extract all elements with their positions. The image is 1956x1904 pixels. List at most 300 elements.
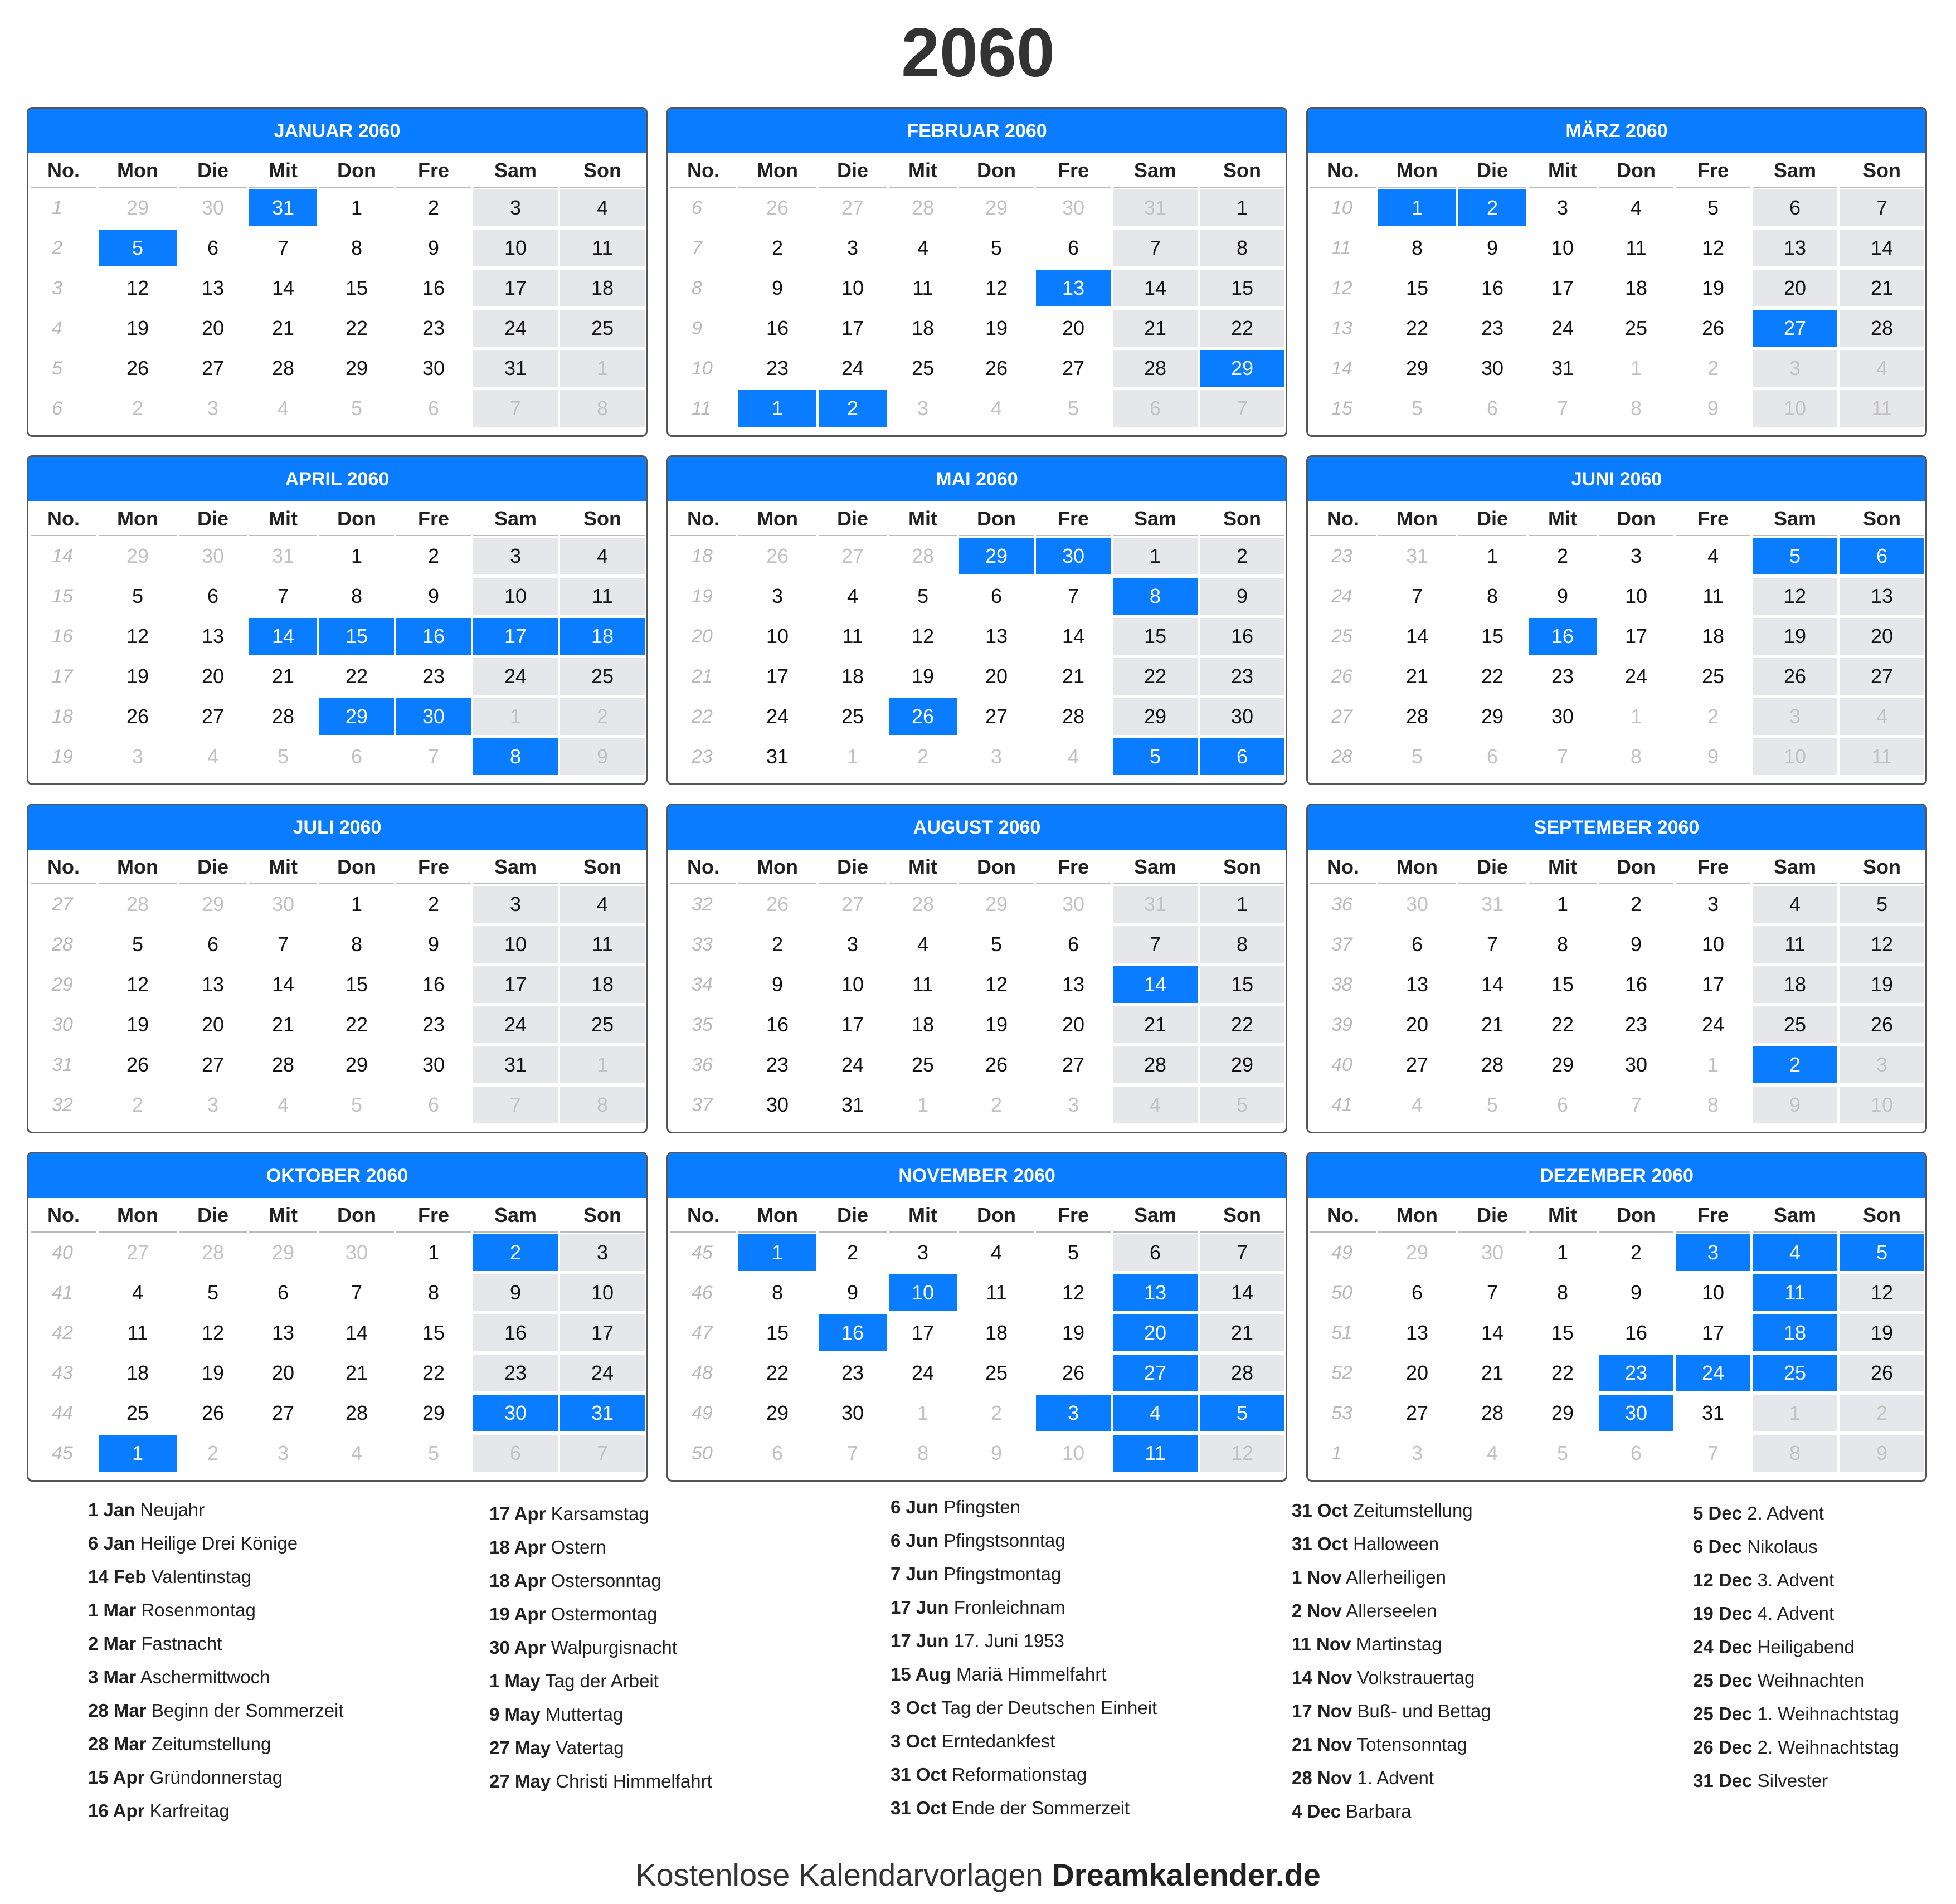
weekday-header: Don (319, 501, 394, 536)
day-cell: 7 (1840, 189, 1924, 226)
day-cell: 3 (889, 390, 957, 427)
weekday-header: Mon (1378, 501, 1456, 536)
day-cell: 5 (249, 738, 317, 775)
day-cell: 9 (819, 1274, 887, 1311)
day-cell: 22 (319, 658, 394, 695)
day-cell: 3 (1036, 1087, 1111, 1123)
day-cell: 4 (1676, 538, 1750, 574)
day-cell: 9 (1599, 1274, 1673, 1311)
holiday-day-cell: 16 (396, 618, 471, 655)
day-cell: 16 (738, 1006, 816, 1043)
day-cell: 6 (473, 1435, 558, 1472)
day-cell: 10 (1036, 1435, 1111, 1472)
day-cell: 8 (560, 1087, 645, 1123)
week-number: 32 (670, 886, 736, 923)
holiday-name: Heiligabend (1757, 1637, 1855, 1657)
holiday-entry (489, 1698, 846, 1731)
day-cell: 9 (1529, 578, 1597, 615)
day-cell: 16 (738, 310, 816, 347)
day-cell: 16 (473, 1314, 558, 1351)
month-title: JULI 2060 (28, 805, 646, 850)
day-cell: 28 (249, 698, 317, 735)
week-number: 5 (31, 350, 96, 387)
day-cell: 2 (738, 230, 816, 266)
day-cell: 8 (1599, 738, 1673, 775)
day-cell: 1 (560, 1046, 645, 1083)
holiday-day-cell: 4 (1113, 1395, 1198, 1431)
weekday-header: Son (1200, 850, 1284, 884)
week-number: 53 (1310, 1395, 1376, 1431)
day-cell: 30 (1529, 698, 1597, 735)
day-cell: 4 (1840, 350, 1924, 387)
day-cell: 30 (1036, 886, 1111, 923)
weekday-header: Die (179, 1198, 247, 1233)
day-cell: 12 (1840, 926, 1924, 963)
holiday-date: 15 Apr (88, 1767, 145, 1788)
holiday-date: 17 Jun (891, 1630, 949, 1651)
holiday-day-cell: 14 (1113, 966, 1198, 1003)
day-cell: 10 (1676, 1274, 1750, 1311)
day-cell: 23 (1458, 310, 1526, 347)
day-cell: 31 (1113, 886, 1198, 923)
day-cell: 10 (473, 926, 558, 963)
day-cell: 12 (99, 618, 177, 655)
day-cell: 23 (396, 310, 471, 347)
holiday-date: 16 Apr (88, 1800, 145, 1821)
holiday-entry (891, 1524, 1247, 1557)
day-cell: 27 (959, 698, 1034, 735)
day-cell: 9 (738, 966, 816, 1003)
week-number: 16 (31, 618, 96, 655)
holiday-entry (1292, 1761, 1648, 1795)
month-title: MÄRZ 2060 (1308, 109, 1925, 153)
day-cell: 21 (1458, 1006, 1526, 1043)
weekday-header: Die (819, 850, 887, 884)
weekday-header: Die (819, 153, 887, 188)
weekday-header: Fre (396, 153, 471, 188)
holiday-day-cell: 5 (1840, 1234, 1924, 1271)
week-number: 49 (1310, 1234, 1376, 1271)
holiday-entry (891, 1758, 1247, 1791)
day-cell: 29 (396, 1395, 471, 1431)
day-cell: 23 (738, 1046, 816, 1083)
day-cell: 21 (1113, 1006, 1198, 1043)
day-cell: 6 (1599, 1435, 1673, 1472)
holiday-entry (88, 1527, 445, 1560)
day-cell: 19 (1840, 1314, 1924, 1351)
day-cell: 19 (959, 1006, 1034, 1043)
day-cell: 9 (396, 926, 471, 963)
day-cell: 3 (1378, 1435, 1456, 1472)
holiday-date: 1 May (489, 1671, 541, 1691)
day-cell: 29 (99, 538, 177, 574)
day-cell: 27 (1378, 1395, 1456, 1431)
weekday-header: Son (1200, 1198, 1284, 1233)
month-panel (27, 1152, 648, 1482)
month-panel (666, 107, 1287, 437)
week-number: 50 (670, 1435, 736, 1472)
day-cell: 6 (249, 1274, 317, 1311)
day-cell: 5 (396, 1435, 471, 1472)
day-cell: 8 (1458, 578, 1526, 615)
month-panel (666, 804, 1287, 1133)
day-cell: 3 (249, 1435, 317, 1472)
day-cell: 26 (1676, 310, 1750, 347)
day-cell: 18 (99, 1355, 177, 1391)
day-cell: 2 (560, 698, 645, 735)
day-cell: 31 (1676, 1395, 1750, 1431)
day-cell: 11 (1676, 578, 1750, 615)
weekday-header: Mit (889, 153, 957, 188)
day-cell: 29 (319, 1046, 394, 1083)
week-number: 29 (31, 966, 96, 1003)
day-cell: 8 (1378, 230, 1456, 266)
day-cell: 28 (319, 1395, 394, 1431)
day-cell: 25 (560, 310, 645, 347)
holiday-date: 12 Dec (1693, 1570, 1753, 1590)
day-cell: 14 (249, 270, 317, 306)
weekday-header: Son (560, 501, 645, 536)
week-number: 25 (1310, 618, 1376, 655)
holiday-day-cell: 18 (560, 618, 645, 655)
day-cell: 22 (1378, 310, 1456, 347)
holiday-entry (891, 1591, 1247, 1624)
holiday-entry (489, 1564, 846, 1598)
day-cell: 29 (1378, 350, 1456, 387)
day-cell: 21 (249, 658, 317, 695)
holiday-day-cell: 6 (1840, 538, 1924, 574)
day-cell: 15 (319, 270, 394, 306)
week-number: 27 (31, 886, 96, 923)
day-cell: 2 (1676, 698, 1750, 735)
day-cell: 19 (179, 1355, 247, 1391)
day-cell: 28 (1036, 698, 1111, 735)
weekday-header: Fre (1676, 1198, 1750, 1233)
holiday-name: Gründonnerstag (149, 1767, 283, 1788)
day-cell: 3 (99, 738, 177, 775)
day-cell: 17 (560, 1314, 645, 1351)
month-panel (666, 455, 1287, 785)
day-cell: 23 (473, 1355, 558, 1391)
day-cell: 7 (473, 1087, 558, 1123)
day-cell: 4 (560, 189, 645, 226)
weekday-header: Son (1840, 1198, 1924, 1233)
day-cell: 4 (1458, 1435, 1526, 1472)
holiday-date: 3 Mar (88, 1667, 137, 1687)
holiday-entry (1292, 1628, 1648, 1661)
day-cell: 24 (560, 1355, 645, 1391)
day-cell: 7 (396, 738, 471, 775)
holiday-date: 31 Oct (1292, 1500, 1348, 1521)
day-cell: 4 (249, 390, 317, 427)
weekday-header: Sam (473, 1198, 558, 1233)
day-cell: 3 (473, 538, 558, 574)
holiday-day-cell: 20 (1113, 1314, 1198, 1351)
day-cell: 5 (1529, 1435, 1597, 1472)
holiday-name: Ostermontag (551, 1604, 658, 1624)
day-cell: 18 (959, 1314, 1034, 1351)
day-cell: 1 (396, 1234, 471, 1271)
day-cell: 24 (819, 1046, 887, 1083)
weekday-header: Don (959, 850, 1034, 884)
weekday-header: Fre (396, 850, 471, 884)
month-grid (28, 153, 646, 428)
month-grid (28, 1198, 646, 1473)
holiday-date: 14 Feb (88, 1566, 147, 1587)
day-cell: 5 (319, 390, 394, 427)
weekday-header: Sam (473, 153, 558, 188)
holiday-day-cell: 26 (889, 698, 957, 735)
day-cell: 28 (889, 538, 957, 574)
holiday-day-cell: 5 (99, 230, 177, 266)
day-cell: 17 (819, 310, 887, 347)
weekday-header: Mit (889, 850, 957, 884)
weekday-header: Son (1840, 501, 1924, 536)
day-cell: 9 (1676, 390, 1750, 427)
holiday-column (489, 1497, 846, 1798)
holiday-entry (891, 1725, 1247, 1758)
holiday-entry (891, 1791, 1247, 1825)
week-number: 14 (31, 538, 96, 574)
day-cell: 31 (738, 738, 816, 775)
month-grid (668, 501, 1286, 777)
day-cell: 25 (1753, 1006, 1837, 1043)
holiday-name: Neujahr (140, 1499, 205, 1520)
day-cell: 27 (819, 886, 887, 923)
day-cell: 21 (249, 310, 317, 347)
day-cell: 12 (1200, 1435, 1284, 1472)
day-cell: 6 (959, 578, 1034, 615)
weekday-header: Mit (249, 153, 317, 188)
month-title: APRIL 2060 (28, 457, 646, 501)
month-panel (1306, 1152, 1927, 1482)
day-cell: 28 (1113, 350, 1198, 387)
day-cell: 30 (819, 1395, 887, 1431)
week-number: 50 (1310, 1274, 1376, 1311)
day-cell: 3 (959, 738, 1034, 775)
month-title: NOVEMBER 2060 (668, 1153, 1286, 1198)
day-cell: 14 (319, 1314, 394, 1351)
holiday-day-cell: 1 (1378, 189, 1456, 226)
day-cell: 9 (1458, 230, 1526, 266)
day-cell: 10 (560, 1274, 645, 1311)
day-cell: 6 (1113, 390, 1198, 427)
day-cell: 14 (1458, 966, 1526, 1003)
month-title: FEBRUAR 2060 (668, 109, 1286, 153)
day-cell: 21 (1200, 1314, 1284, 1351)
day-cell: 7 (1529, 738, 1597, 775)
weekday-header: Die (819, 501, 887, 536)
week-number: 22 (670, 698, 736, 735)
day-cell: 4 (959, 1234, 1034, 1271)
holiday-name: Weihnachten (1757, 1670, 1865, 1691)
holiday-day-cell: 30 (396, 698, 471, 735)
day-cell: 24 (1599, 658, 1673, 695)
day-cell: 3 (179, 390, 247, 427)
day-cell: 1 (1458, 538, 1526, 574)
holiday-entry (489, 1765, 846, 1798)
day-cell: 14 (1200, 1274, 1284, 1311)
day-cell: 19 (1840, 966, 1924, 1003)
week-number: 41 (1310, 1087, 1376, 1123)
day-cell: 1 (1529, 1234, 1597, 1271)
day-cell: 31 (249, 538, 317, 574)
day-cell: 18 (560, 270, 645, 306)
day-cell: 11 (1840, 390, 1924, 427)
weekday-header: Don (959, 501, 1034, 536)
day-cell: 24 (473, 658, 558, 695)
day-cell: 5 (889, 578, 957, 615)
day-cell: 7 (1378, 578, 1456, 615)
day-cell: 7 (1113, 926, 1198, 963)
day-cell: 19 (959, 310, 1034, 347)
holiday-day-cell: 29 (959, 538, 1034, 574)
day-cell: 29 (1529, 1046, 1597, 1083)
month-panel (1306, 107, 1927, 437)
holiday-date: 19 Apr (489, 1604, 546, 1624)
day-cell: 29 (1529, 1395, 1597, 1431)
day-cell: 23 (819, 1355, 887, 1391)
weekday-header: Mon (99, 501, 177, 536)
holiday-name: Volkstrauertag (1357, 1667, 1475, 1688)
holiday-name: Mariä Himmelfahrt (956, 1664, 1107, 1684)
day-cell: 25 (889, 1046, 957, 1083)
day-cell: 12 (889, 618, 957, 655)
week-number-header: No. (1310, 1198, 1376, 1233)
day-cell: 18 (560, 966, 645, 1003)
day-cell: 15 (396, 1314, 471, 1351)
holiday-day-cell: 16 (1529, 618, 1597, 655)
day-cell: 30 (1378, 886, 1456, 923)
holiday-name: Totensonntag (1356, 1734, 1467, 1755)
month-title: JUNI 2060 (1308, 457, 1925, 501)
day-cell: 8 (1529, 1274, 1597, 1311)
day-cell: 10 (473, 578, 558, 615)
weekday-header: Fre (1676, 501, 1750, 536)
day-cell: 23 (1200, 658, 1284, 695)
holiday-name: Aschermittwoch (140, 1667, 270, 1687)
day-cell: 12 (179, 1314, 247, 1351)
holiday-name: Ende der Sommerzeit (952, 1798, 1130, 1818)
weekday-header: Mit (249, 1198, 317, 1233)
day-cell: 9 (396, 230, 471, 266)
day-cell: 29 (1458, 698, 1526, 735)
day-cell: 5 (99, 578, 177, 615)
month-title: AUGUST 2060 (668, 805, 1286, 850)
week-number: 8 (670, 270, 736, 306)
day-cell: 18 (889, 310, 957, 347)
day-cell: 20 (1378, 1355, 1456, 1391)
holiday-name: 2. Weihnachtstag (1757, 1737, 1899, 1757)
day-cell: 25 (819, 698, 887, 735)
day-cell: 8 (319, 578, 394, 615)
day-cell: 2 (179, 1435, 247, 1472)
holiday-entry (88, 1660, 445, 1694)
week-number: 40 (31, 1234, 96, 1271)
day-cell: 8 (319, 230, 394, 266)
week-number: 28 (1310, 738, 1376, 775)
day-cell: 22 (1529, 1006, 1597, 1043)
day-cell: 9 (959, 1435, 1034, 1472)
day-cell: 7 (560, 1435, 645, 1472)
week-number: 42 (31, 1314, 96, 1351)
day-cell: 31 (819, 1087, 887, 1123)
holiday-entry (891, 1491, 1247, 1524)
week-number: 32 (31, 1087, 96, 1123)
day-cell: 23 (396, 1006, 471, 1043)
day-cell: 2 (819, 1234, 887, 1271)
day-cell: 8 (1676, 1087, 1750, 1123)
day-cell: 7 (1529, 390, 1597, 427)
day-cell: 28 (249, 350, 317, 387)
month-grid (1308, 153, 1925, 428)
holiday-day-cell: 1 (99, 1435, 177, 1472)
day-cell: 26 (99, 698, 177, 735)
day-cell: 27 (179, 698, 247, 735)
day-cell: 26 (738, 538, 816, 574)
holiday-date: 4 Dec (1292, 1801, 1341, 1822)
weekday-header: Fre (396, 501, 471, 536)
day-cell: 1 (1599, 698, 1673, 735)
day-cell: 19 (889, 658, 957, 695)
day-cell: 28 (1200, 1355, 1284, 1391)
weekday-header: Fre (1036, 153, 1111, 188)
day-cell: 15 (738, 1314, 816, 1351)
holiday-date: 2 Mar (88, 1633, 137, 1654)
week-number-header: No. (31, 850, 96, 884)
day-cell: 19 (99, 1006, 177, 1043)
day-cell: 28 (889, 886, 957, 923)
holiday-name: Halloween (1353, 1533, 1439, 1554)
day-cell: 16 (396, 966, 471, 1003)
weekday-header: Fre (396, 1198, 471, 1233)
holiday-name: Tag der Arbeit (545, 1671, 659, 1691)
holiday-day-cell: 13 (1036, 270, 1111, 306)
holiday-date: 28 Mar (88, 1700, 147, 1721)
day-cell: 12 (959, 966, 1034, 1003)
weekday-header: Son (1200, 501, 1284, 536)
day-cell: 16 (1200, 618, 1284, 655)
day-cell: 20 (249, 1355, 317, 1391)
weekday-header: Don (1599, 501, 1673, 536)
holiday-entry (1693, 1664, 1956, 1697)
holiday-entry (88, 1560, 445, 1594)
day-cell: 5 (1036, 390, 1111, 427)
holiday-date: 15 Aug (891, 1664, 951, 1684)
day-cell: 11 (1599, 230, 1673, 266)
holiday-day-cell: 2 (1753, 1046, 1837, 1083)
holiday-day-cell: 3 (1676, 1234, 1750, 1271)
holiday-entry (489, 1497, 846, 1531)
holiday-date: 1 Mar (88, 1600, 137, 1620)
weekday-header: Mit (889, 501, 957, 536)
holiday-date: 25 Dec (1693, 1703, 1753, 1724)
holiday-name: 17. Juni 1953 (953, 1630, 1064, 1651)
holiday-day-cell: 18 (1753, 1314, 1837, 1351)
week-number: 48 (670, 1355, 736, 1391)
holiday-name: Allerseelen (1346, 1600, 1437, 1621)
day-cell: 11 (889, 966, 957, 1003)
holiday-day-cell: 3 (1036, 1395, 1111, 1431)
month-title: JANUAR 2060 (28, 109, 646, 153)
day-cell: 13 (1753, 230, 1837, 266)
day-cell: 2 (1599, 886, 1673, 923)
week-number: 37 (1310, 926, 1376, 963)
weekday-header: Sam (1753, 850, 1837, 884)
day-cell: 23 (396, 658, 471, 695)
footer-text: Kostenlose Kalendarvorlagen (635, 1857, 1052, 1892)
day-cell: 2 (1676, 350, 1750, 387)
